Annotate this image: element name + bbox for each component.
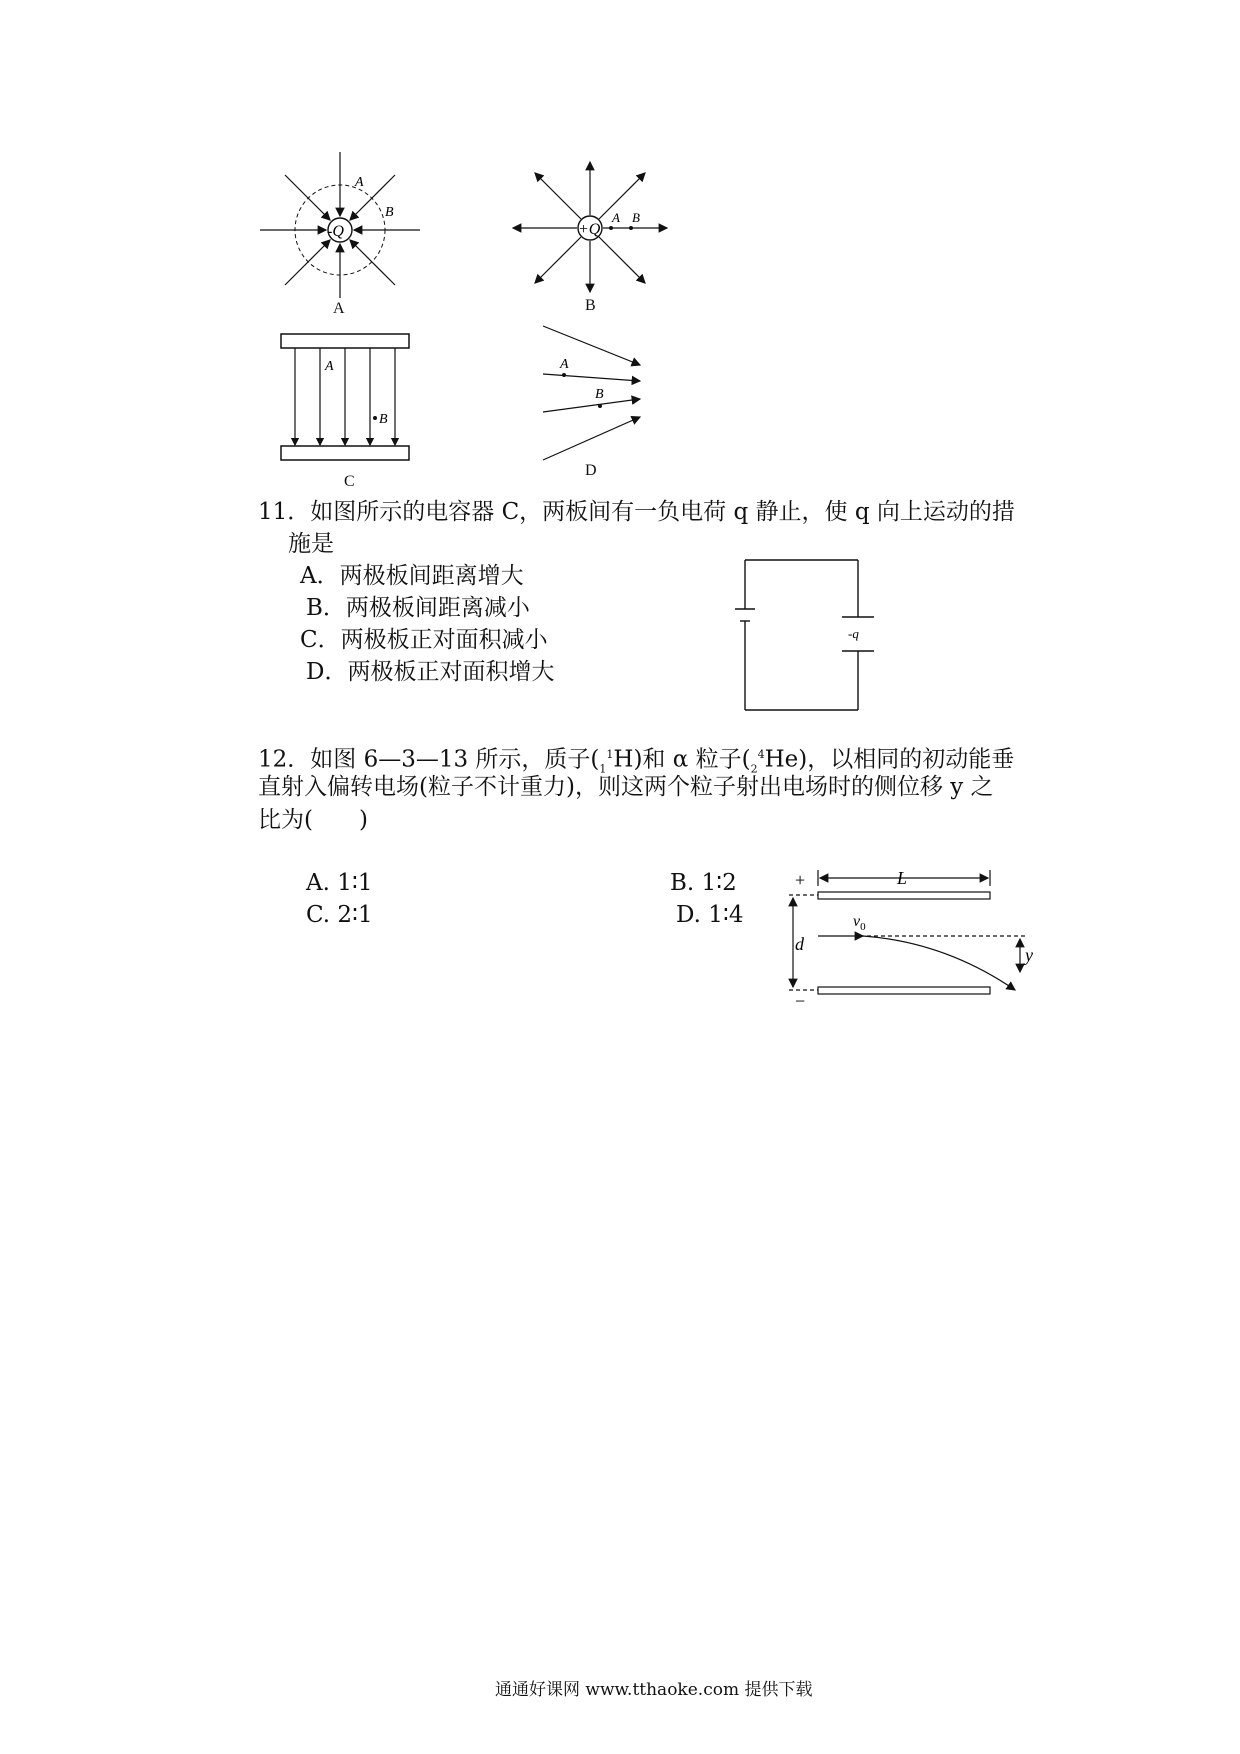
question-12-deflection-diagram: [785, 862, 1050, 1007]
plate-gap-label: d: [795, 934, 804, 954]
question-11-option-d: D．两极板正对面积增大: [306, 659, 555, 685]
question-11-option-c: C．两极板正对面积减小: [300, 627, 548, 653]
question-11-charge-label: -q: [848, 626, 859, 641]
initial-velocity-symbol: v: [853, 913, 861, 930]
alpha-mass-superscript: 4: [757, 748, 765, 761]
question-11-circuit-diagram: [735, 555, 875, 715]
alpha-atomic-subscript: 2: [750, 762, 758, 776]
figure-d-label: D: [585, 462, 597, 479]
figure-d-point-b: B: [595, 387, 604, 402]
figure-a-negative-charge: [255, 150, 425, 300]
initial-velocity-label: [853, 913, 866, 933]
page-footer: 通通好课网 www.tthaoke.com 提供下载: [495, 1680, 813, 1700]
figure-a-point-a: A: [355, 175, 364, 190]
deflection-y-label: y: [1025, 945, 1033, 965]
question-12-option-c: C. 2∶1: [306, 902, 373, 928]
proton-mass-superscript: 1: [606, 748, 614, 761]
question-12-line-2: 直射入偏转电场(粒子不计重力)，则这两个粒子射出电场时的侧位移 y 之: [258, 774, 994, 800]
figure-b-positive-charge: [510, 160, 670, 300]
question-11-option-b: B．两极板间距离减小: [306, 595, 530, 621]
figure-c-point-a: A: [325, 359, 334, 374]
figure-c-label: C: [344, 473, 355, 490]
question-12-line-1-start: 12．如图 6—3—13 所示，质子(: [258, 746, 600, 773]
figure-a-point-b: B: [385, 205, 394, 220]
question-12-line-1-end: He)，以相同的初动能垂: [764, 746, 1015, 773]
figure-b-charge-label: +Q: [578, 221, 601, 238]
proton-symbol: H)和 α 粒子(: [613, 746, 751, 773]
plate-length-label: L: [897, 868, 908, 888]
figure-c-parallel-plates: [275, 332, 425, 464]
figure-d-point-a: A: [560, 357, 569, 372]
figure-a-label: A: [333, 300, 345, 317]
initial-velocity-subscript: 0: [860, 921, 866, 933]
question-12-line-3: 比为( ): [258, 807, 368, 833]
figure-b-point-b: B: [632, 210, 640, 225]
figure-a-charge-label: -Q: [327, 223, 344, 240]
negative-plate-sign: −: [795, 991, 806, 1007]
figure-d-nonuniform-field: [540, 322, 650, 462]
question-12-option-a: A. 1∶1: [306, 870, 373, 896]
proton-mass-subscript: 1: [599, 762, 607, 776]
figure-c-point-b: B: [379, 412, 388, 427]
question-11-line-1: 11．如图所示的电容器 C，两板间有一负电荷 q 静止，使 q 向上运动的措: [258, 499, 1015, 525]
figure-b-label: B: [585, 297, 596, 314]
figure-b-point-a: A: [612, 210, 620, 225]
positive-plate-sign: +: [795, 870, 806, 890]
question-12-option-d: D. 1∶4: [676, 902, 744, 928]
question-12-option-b: B. 1∶2: [670, 870, 737, 896]
question-11-line-2: 施是: [288, 531, 334, 557]
question-11-option-a: A．两极板间距离增大: [300, 563, 524, 589]
